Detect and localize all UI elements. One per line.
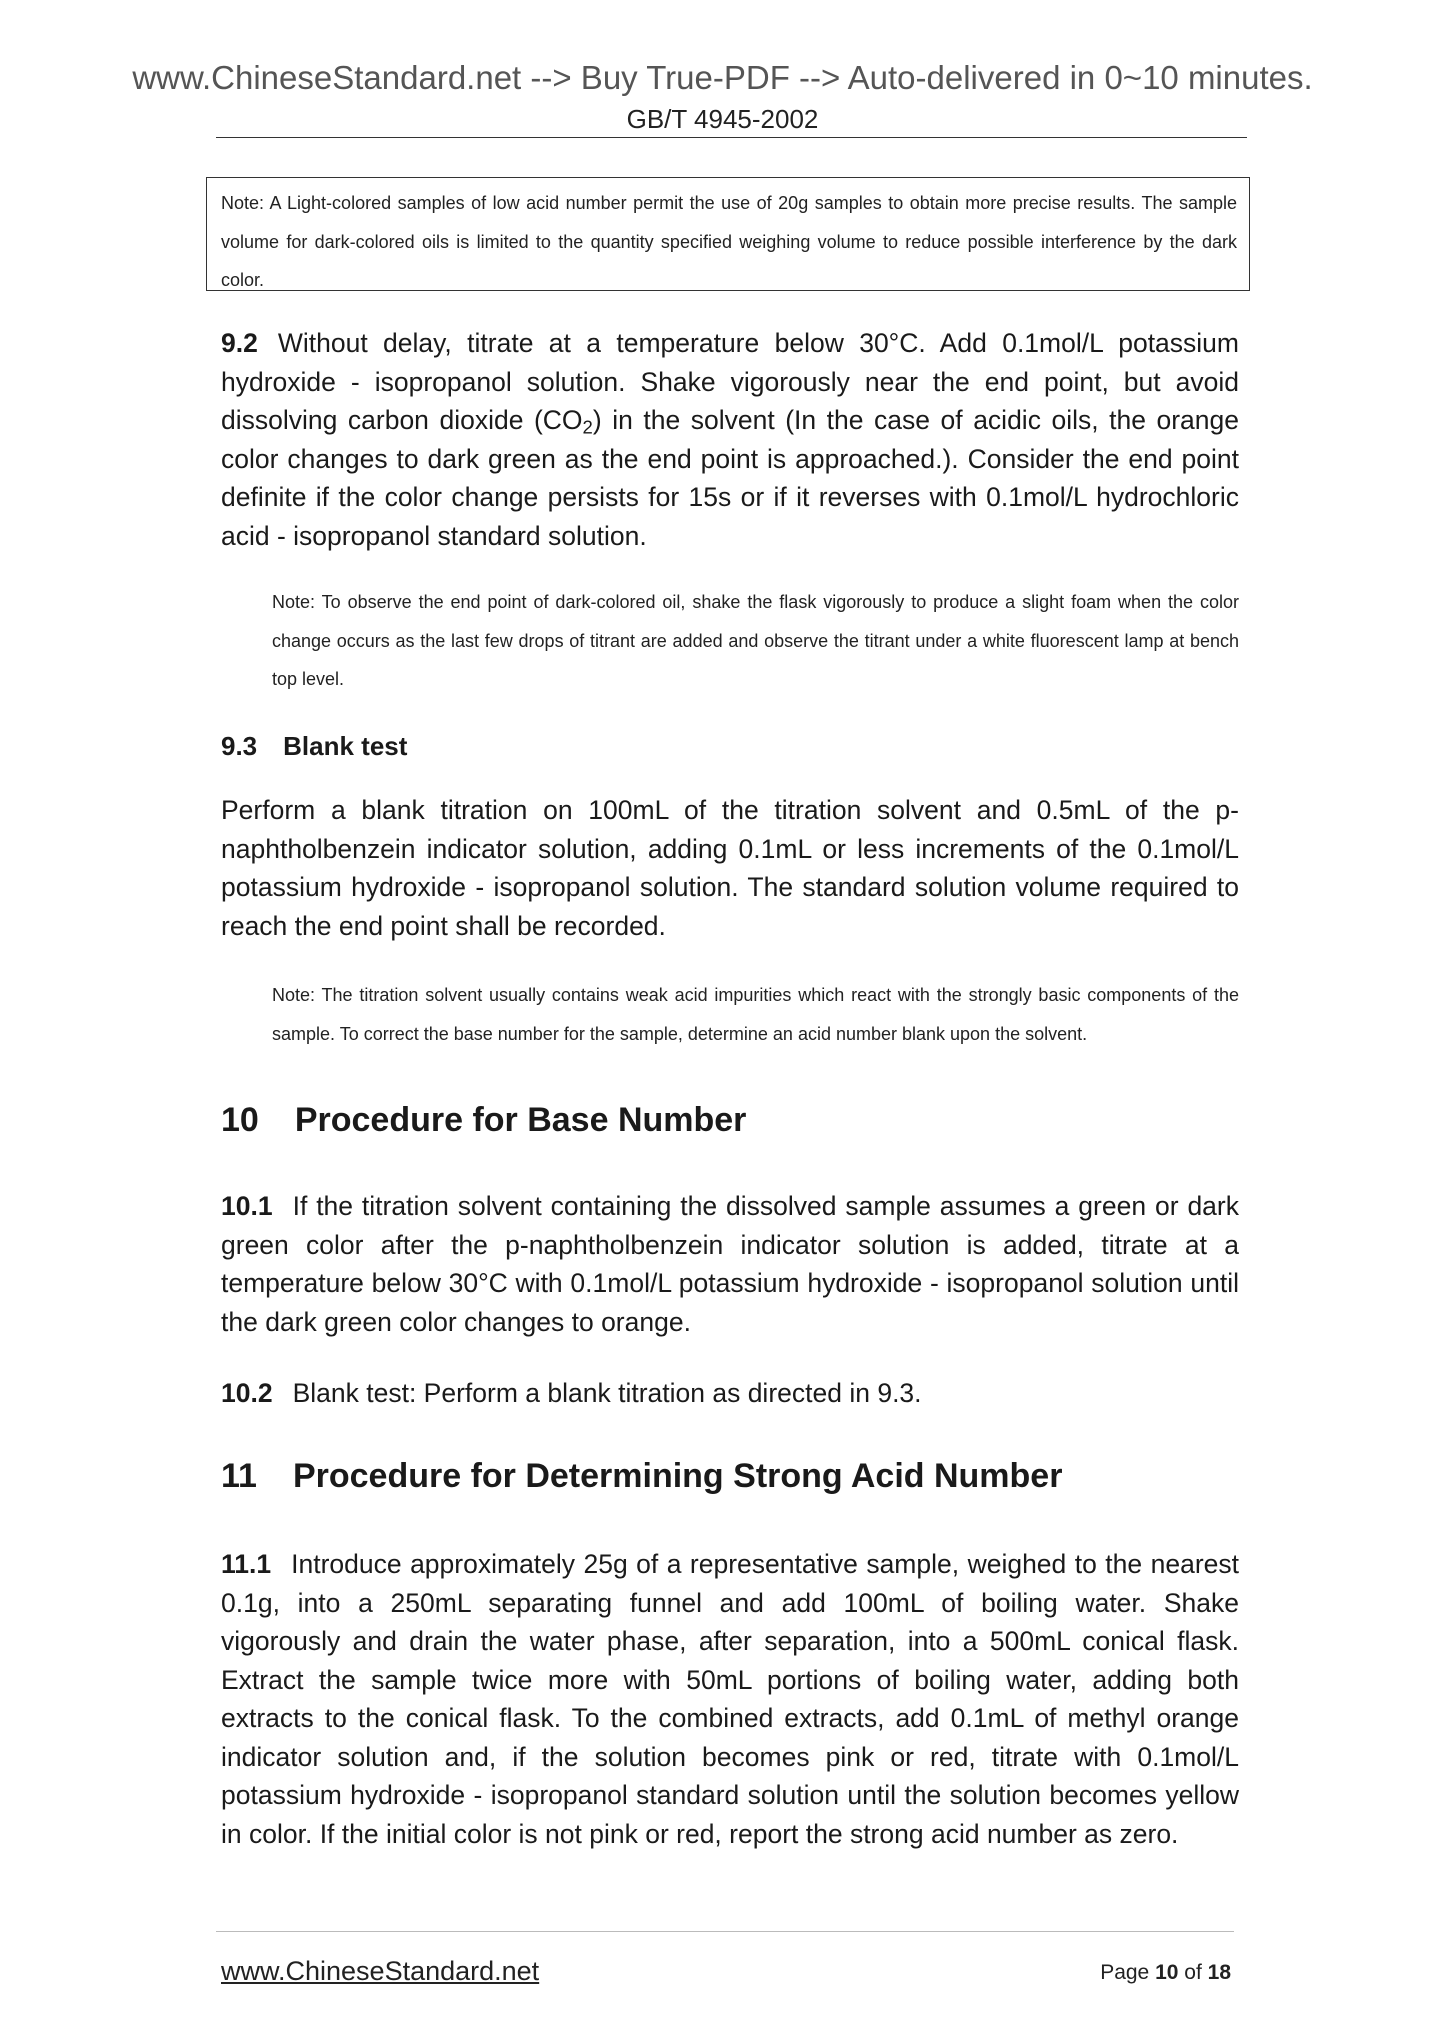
clause-number: 9.2 xyxy=(221,328,258,358)
clause-text-part-a: Without delay, titrate at a temperature below 30°C. Add 0.1mol/L potassium hydroxide - isopropanol solution. Shake vigorously near the end point, but avoid dissolving carbon dioxide (CO xyxy=(221,328,1239,435)
clause-text: Blank test: Perform a blank titration as directed in 9.3. xyxy=(292,1378,922,1408)
clause-9-2 xyxy=(221,324,1239,555)
clause-number: 11.1 xyxy=(221,1549,272,1579)
footer-divider xyxy=(216,1931,1234,1932)
section-title: Procedure for Determining Strong Acid Number xyxy=(292,1457,1063,1495)
section-number: 11 xyxy=(221,1457,257,1495)
footer-website-link[interactable]: www.ChineseStandard.net xyxy=(221,1956,540,1986)
subscript: 2 xyxy=(582,416,593,438)
source-banner[interactable]: www.ChineseStandard.net --> Buy True-PDF --> Auto-delivered in 0~10 minutes. xyxy=(132,59,1313,96)
clause-text: Introduce approximately 25g of a representative sample, weighed to the nearest 0.1g, into a 250mL separating funnel and add 100mL of boiling water. Shake vigorously and drain the water phase, after separation, into a 500mL conical flask. Extract the sample twice more with 50mL portions of boiling water, adding both extracts to the conical flask. To the combined extracts, add 0.1mL of methyl orange indicator solution and, if the solution becomes pink or red, titrate with 0.1mol/L potassium hydroxide - isopropanol standard solution until the solution becomes yellow in color. If the initial color is not pink or red, report the strong acid number as zero. xyxy=(221,1549,1239,1849)
section-10-heading xyxy=(221,1100,746,1140)
page-current: 10 xyxy=(1155,1961,1179,1984)
clause-number: 9.3 xyxy=(221,731,258,761)
clause-9-3-text: Perform a blank titration on 100mL of the titration solvent and 0.5mL of the p-naphtholbenzein indicator solution, adding 0.1mL or less increments of the 0.1mol/L potassium hydroxide - isopropanol solution. The standard solution volume required to reach the end point shall be recorded. xyxy=(221,795,1239,941)
section-title: Procedure for Base Number xyxy=(294,1101,747,1139)
page-of: of xyxy=(1184,1961,1202,1984)
clause-9-2-note: Note: To observe the end point of dark-colored oil, shake the flask vigorously to produce a slight foam when the color change occurs as the last few drops of titrant are added and observe the titrant under a white fluorescent lamp at bench top level. xyxy=(272,592,1239,689)
section-11-heading xyxy=(221,1456,1062,1496)
clause-number: 10.2 xyxy=(221,1378,273,1408)
clause-10-2 xyxy=(221,1374,1239,1413)
clause-number: 10.1 xyxy=(221,1191,273,1221)
clause-9-3-note: Note: The titration solvent usually contains weak acid impurities which react with the strongly basic components of the sample. To correct the base number for the sample, determine an acid number blank upon the solvent. xyxy=(272,985,1239,1044)
document-code: GB/T 4945-2002 xyxy=(626,104,819,134)
clause-text: If the titration solvent containing the dissolved sample assumes a green or dark green color after the p-naphtholbenzein indicator solution is added, titrate at a temperature below 30°C with 0.1mol/L potassium hydroxide - isopropanol solution until the dark green color changes to orange. xyxy=(221,1191,1239,1337)
page-total: 18 xyxy=(1207,1961,1231,1984)
clause-10-1 xyxy=(221,1187,1239,1341)
boxed-note: Note: A Light-colored samples of low acid number permit the use of 20g samples to obtain more precise results. The sample volume for dark-colored oils is limited to the quantity specified weighing volume to reduce possible interference by the dark color. xyxy=(206,177,1250,291)
page-number xyxy=(1100,1959,1231,1987)
header-divider xyxy=(216,137,1247,138)
clause-text-part-b: ) in the solvent (In the case of acidic oils, the orange color changes to dark green as the end point is approached.). Consider the end point definite if the color change persists for 15s or if it reverses with 0.1mol/L hydrochloric acid - isopropanol standard solution. xyxy=(221,405,1240,551)
clause-title: Blank test xyxy=(283,731,408,761)
page-prefix: Page xyxy=(1100,1961,1150,1984)
clause-11-1 xyxy=(221,1545,1239,1853)
section-number: 10 xyxy=(221,1101,259,1139)
clause-9-3-heading xyxy=(221,730,407,762)
